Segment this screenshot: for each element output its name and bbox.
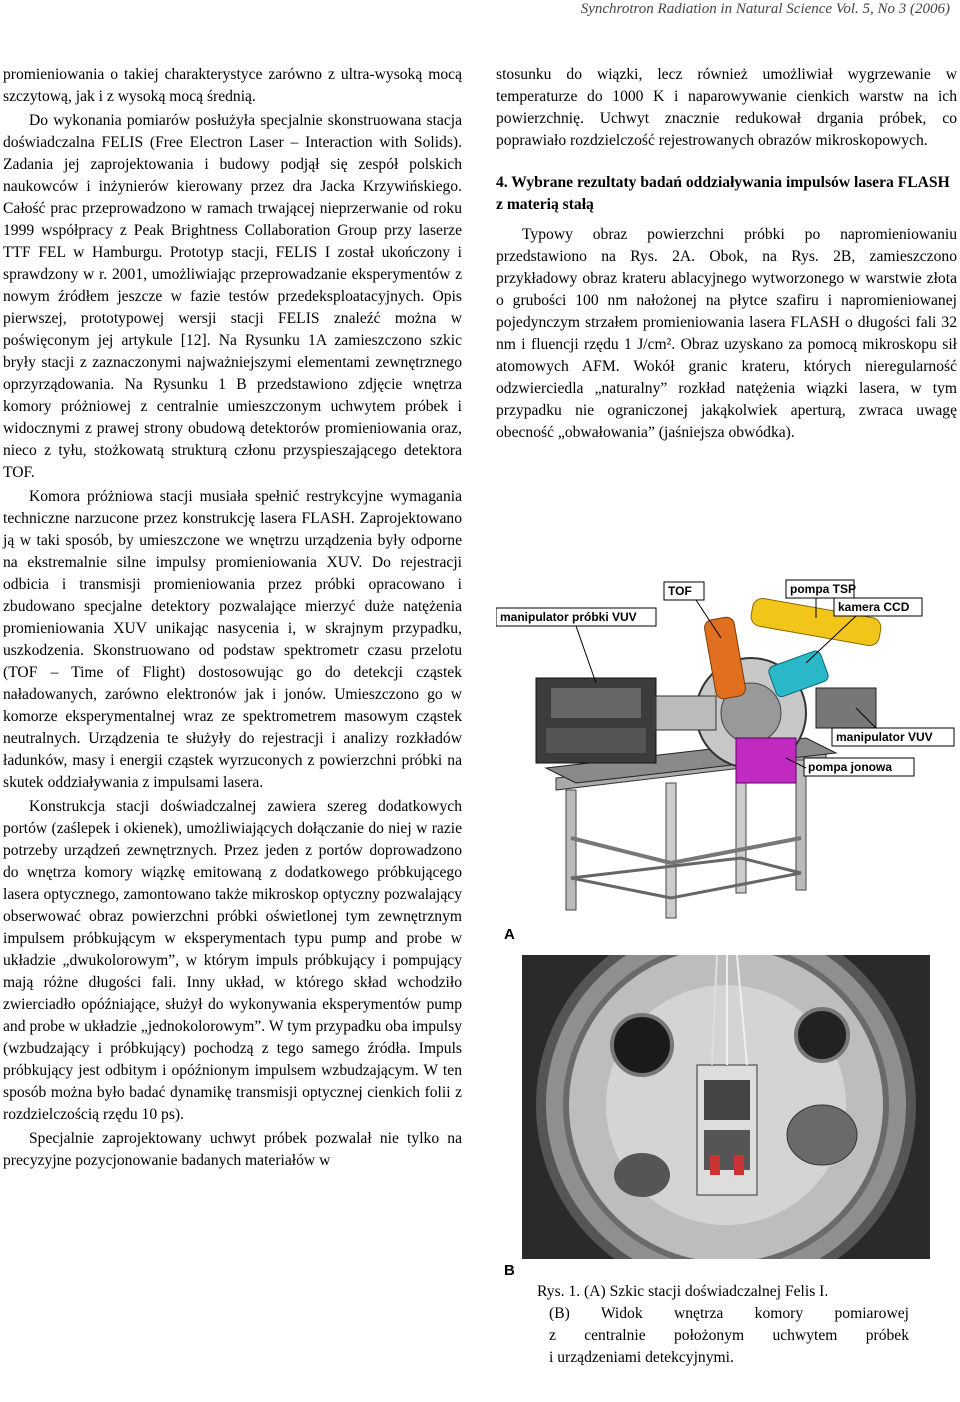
paragraph: Konstrukcja stacji doświadczalnej zawiera szereg dodatkowych portów (zaślepek i okienek), umożliwiających dołączanie do niej w razie potrzeby urządzeń zewnętrznych. Przez jeden z portów doprowadzono do wnętrza komory wiązkę emitowaną z dodatkowego próbkującego lasera optycznego, zamontowano także mikroskop optyczny pozwalający obserwować obraz powierzchni próbki oświetlonej tym zewnętrznym impulsem próbkującym w eksperymentach typu pump and probe w układzie „dwukolorowym”, w którym impuls próbkujący i pompujący mają różne długości fali. Inny układ, w którego skład wchodziło zwierciadło opóźniające, służył do wykonywania eksperymentów pump and probe w układzie „jednokolorowym”. W tym przypadku oba impulsy (wzbudzający i próbkujący) pochodzą z tego samego źródła. Impuls próbkujący jest odbitym i opóźnionym impulsem wzbudzającym. W ten sposób można było badać dynamikę transmisji optycznej cienkich folii z rozdzielczością rzędu 10 ps). xyxy=(3,798,462,1123)
paragraph: promieniowania o takiej charakterystyce zarówno z ultra-wysoką mocą szczytową, jak i z wysoką mocą średnią. xyxy=(3,66,462,105)
station-sketch-drawing xyxy=(496,578,958,924)
chamber-photo-drawing xyxy=(522,955,930,1259)
paragraph: Komora próżniowa stacji musiała spełnić restrykcyjne wymagania techniczne narzucone przez konstrukcję lasera FLASH. Zaprojektowano ją w taki sposób, by umieszczone we wnętrzu urządzenia były odporne na ekstremalnie silne impulsy promieniowania XUV. Do rejestracji odbicia i transmisji promieniowania przez próbki opracowano i zbudowano specjalne detektory pozwalające mierzyć duże natężenia promieniowania XUV unikając nasycenia i, w skrajnym przypadku, uszkodzenia. Skonstruowano od podstaw spektrometr czasu przelotu (TOF – Time of Flight) dostosowując go do detekcji cząstek naładowanych, zarówno elektronów jak i jonów. Umieszczono go w komorze eksperymentalnej wraz ze spektrometrem masowym cząstek neutralnych. Urządzenia te służyły do rejestracji i analizy rozkładów ładunków, masy i energii cząstek wyrzuconych z powierzchni próbki na skutek oddziaływania z impulsami lasera. xyxy=(3,488,462,791)
label-manipulator-vuv: manipulator VUV xyxy=(836,730,933,744)
left-column xyxy=(3,64,462,1172)
figure-1b-chamber-photo xyxy=(522,955,930,1259)
paragraph: stosunku do wiązki, lecz również umożliwiał wygrzewanie w temperaturze do 1000 K i naparowywanie cienkich warstw na ich powierzchnię. Uchwyt znacznie redukował drgania próbek, co poprawiało rozdzielczość rejestrowanych obrazów mikroskopowych. xyxy=(496,66,957,149)
figure-letter-a: A xyxy=(504,926,515,943)
figure-caption xyxy=(537,1281,909,1369)
figure-1a-station-sketch xyxy=(496,578,958,924)
label-pompa-tsp: pompa TSP xyxy=(790,582,857,596)
label-manipulator-probki: manipulator próbki VUV xyxy=(500,610,637,624)
section-heading: 4. Wybrane rezultaty badań oddziaływania impulsów lasera FLASH z materią stałą xyxy=(496,174,950,213)
figure-letter-b: B xyxy=(504,1262,515,1279)
right-column xyxy=(496,64,957,444)
label-kamera-ccd: kamera CCD xyxy=(838,600,910,614)
running-header: Synchrotron Radiation in Natural Science Vol. 5, No 3 (2006) xyxy=(580,1,950,17)
caption-line: i urządzeniami detekcyjnymi. xyxy=(549,1349,734,1366)
paragraph: Typowy obraz powierzchni próbki po napromieniowaniu przedstawiono na Rys. 2A. Obok, na Rys. 2B, zamieszczono przykładowy obraz krateru ablacyjnego wytworzonego w warstwie złota o grubości 100 nm nałożonej na płytce szafiru i napromieniowanej pojedynczym strzałem promieniowania lasera FLASH o długości fali 32 nm i fluencji rzędu 1 J/cm². Obraz uzyskano za pomocą mikroskopu sił atomowych AFM. Wokół granic krateru, których nieregularność odzwierciedla „naturalny” rozkład natężenia wiązki lasera, w tym przypadku nie ograniczonej jakąkolwiek aperturą, zwraca uwagę obecność „obwałowania” (jaśniejsza obwódka). xyxy=(496,226,957,441)
caption-line: (B) Widok wnętrza komory pomiarowej xyxy=(549,1305,909,1322)
caption-line: z centralnie położonym uchwytem próbek xyxy=(549,1327,909,1344)
label-pompa-jonowa: pompa jonowa xyxy=(808,760,892,774)
paragraph: Specjalnie zaprojektowany uchwyt próbek pozwalał nie tylko na precyzyjne pozycjonowanie badanych materiałów w xyxy=(3,1130,462,1169)
caption-line: Rys. 1. (A) Szkic stacji doświadczalnej Felis I. xyxy=(537,1283,829,1300)
label-tof: TOF xyxy=(668,584,692,598)
paragraph: Do wykonania pomiarów posłużyła specjalnie skonstruowana stacja doświadczalna FELIS (Free Electron Laser – Interaction with Solids). Zadania jej zaprojektowania i budowy podjął się zespół polskich naukowców i inżynierów kierowany przez dra Jacka Krzywińskiego. Całość prac przeprowadzono w ramach trwającej nieprzerwanie od roku 1999 współpracy z Peak Brightness Collaboration Group przy laserze TTF FEL w Hamburgu. Prototyp stacji, FELIS I został ukończony i sprawdzony w r. 2001, umożliwiając przeprowadzanie eksperymentów z nowym źródłem jeszcze w fazie testów przedeksploatacyjnych. Opis pierwszej, prototypowej wersji stacji FELIS znaleźć można w poświęconym jej artykule [12]. Na Rysunku 1A zamieszczono szkic bryły stacji z zaznaczonymi najważniejszymi elementami zewnętrznego oprzyrządowania. Na Rysunku 1 B przedstawiono zdjęcie wnętrza komory próżniowej z centralnie umieszczonym uchwytem próbek i widocznymi z prawej strony obudową detektorów promieniowania oraz, nieco z tyłu, stożkowatą strukturą członu przyspieszającego detektora TOF. xyxy=(3,112,462,481)
